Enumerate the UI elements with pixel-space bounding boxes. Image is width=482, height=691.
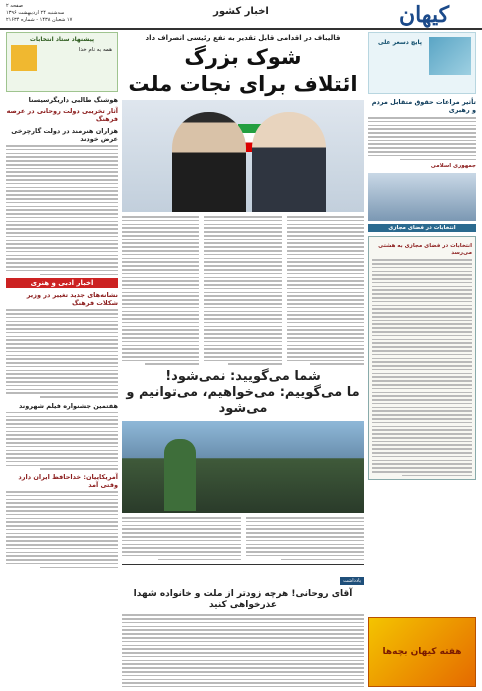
photo-person-1	[252, 112, 326, 212]
lead-kicker: قالیباف در اقدامی قابل تقدیر به نفع رئیسی انصراف داد	[145, 34, 341, 42]
right-article-1-body	[368, 117, 476, 160]
editorial-strip	[122, 564, 364, 687]
left-headline-4: نشانه‌های جدید تغییر در وزیر شکلات فرهنگ	[26, 291, 118, 308]
lead-article-body	[122, 216, 364, 365]
left-promo[interactable]	[6, 32, 118, 92]
right-subhead: جمهوری اسلامی	[430, 163, 476, 170]
second-headline-2: ما می‌گوییم: می‌خواهیم، می‌توانیم و می‌شود	[126, 385, 360, 417]
promo-title: پیشنهاد ستاد انتخابات	[29, 36, 95, 43]
left-headline-5: هفتمین جشنواره فیلم شهروند	[19, 401, 118, 410]
ad-text: هفته کیهان بچه‌ها	[382, 646, 462, 657]
editorial-label: یادداشت	[340, 577, 364, 585]
masthead	[0, 0, 482, 30]
photo-person-2	[172, 112, 246, 212]
second-headline-1: شما می‌گویید: نمی‌شود!	[165, 369, 321, 385]
lead-photo	[122, 100, 364, 212]
left-headline-2: آثار تخریبی دولت روحانی در عرصه فرهنگ	[6, 107, 118, 123]
banner-image	[429, 37, 471, 75]
photo-person-3	[164, 439, 196, 511]
issue-number: ۱۷ شعبان ۱۴۳۸ - شماره ۲۱۶۳۴	[6, 17, 73, 23]
center-column	[122, 32, 364, 687]
right-headline-2: انتخابات در فضای مجازی به هشتی می‌رسد	[378, 243, 472, 257]
arts-section-title: اخبار ادبی و هنری	[6, 278, 118, 288]
advertisement-banner[interactable]	[368, 617, 476, 687]
crowd-photo	[122, 421, 364, 513]
page-number: صفحه ۲	[6, 3, 23, 9]
lead-headline-line-2: ائتلاف برای نجات ملت	[128, 72, 358, 96]
right-box	[368, 236, 476, 480]
left-headline-1: هوشنگ طالبی داریگرسیسنا	[28, 96, 118, 104]
right-banner	[368, 32, 476, 94]
section-title: اخبار کشور	[213, 6, 269, 17]
left-headline-3: هزاران هنرمند در دولت‌ گارچرخی عرض خودند	[11, 127, 118, 143]
promo-text: همه به نام خدا	[78, 47, 112, 53]
right-photo	[368, 173, 476, 221]
logo-text: کیهان	[398, 2, 450, 28]
left-column	[6, 32, 118, 687]
right-headline-1: تأثیر مراعات حقوق متقابل مردم و رهبری	[371, 98, 476, 114]
promo-icon	[11, 45, 37, 71]
left-headline-6: آمریکاییان: خداحافظ ایران دارد وقتی آمد	[18, 473, 118, 490]
right-column	[368, 32, 476, 687]
left-article-2-body	[6, 309, 118, 398]
banner-label: پایچ دسعر علی	[378, 39, 422, 46]
editorial-headline: آقای روحانی! هرچه زودتر از ملت و خانواده شهدا عذرخواهی کنید	[133, 589, 353, 611]
left-article-4-body	[6, 491, 118, 568]
lead-headline-line-1: شوک بزرگ	[184, 45, 302, 69]
right-photo-caption: انتخابات در فضای مجازی	[368, 224, 476, 232]
issue-date: سه‌شنبه ۲۴ اردیبهشت ۱۳۹۶	[6, 10, 65, 16]
left-article-1-body	[6, 145, 118, 275]
second-article-body	[122, 517, 364, 560]
issue-meta	[6, 3, 116, 24]
left-article-3-body	[6, 412, 118, 470]
